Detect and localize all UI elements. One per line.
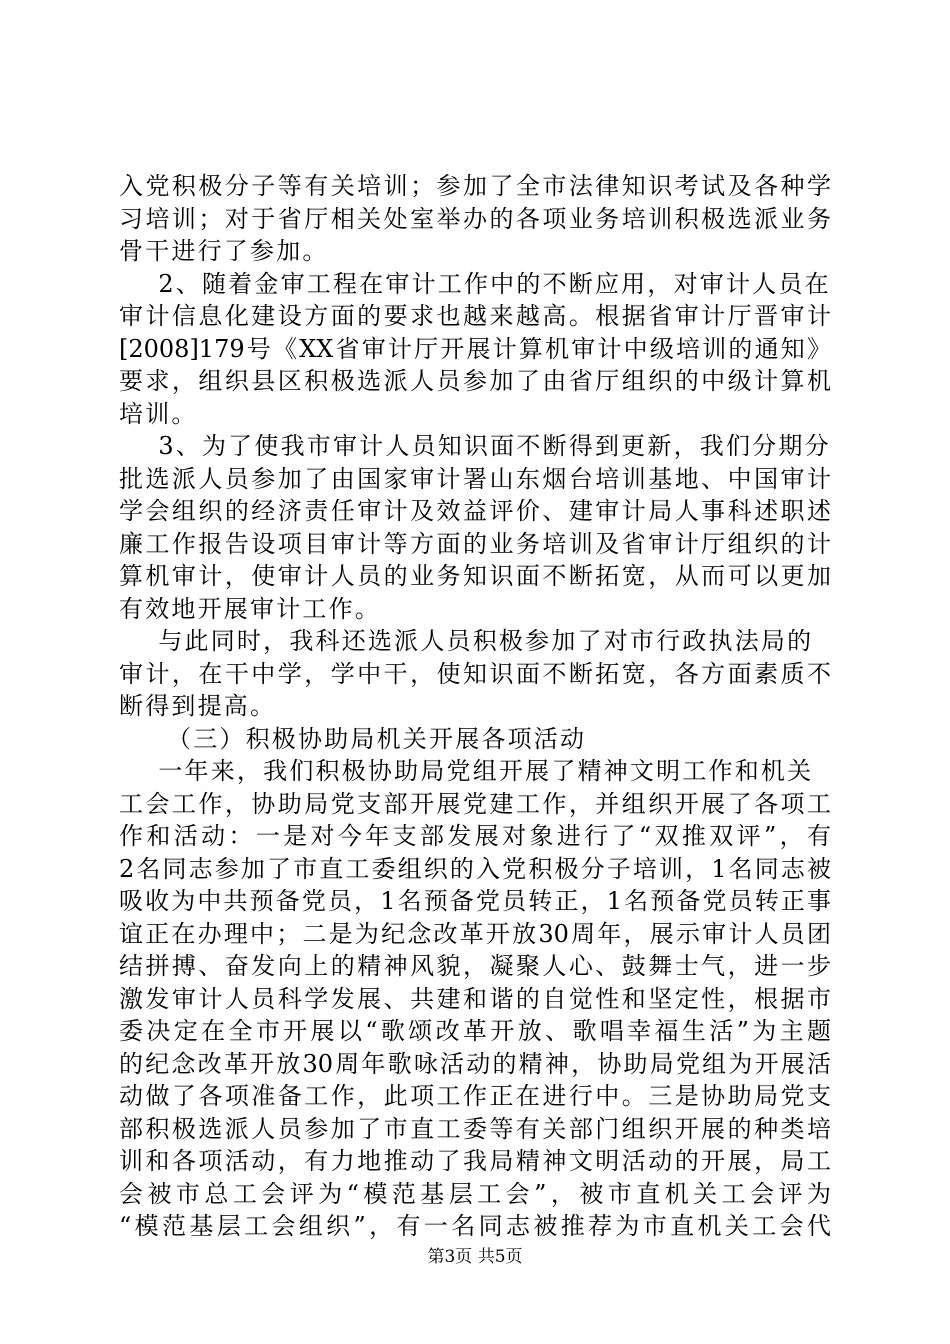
text-line: 2名同志参加了市直工委组织的入党积极分子培训，1名同志被 xyxy=(119,854,831,883)
text-line: 委决定在全市开展以“歌颂改革开放、歌唱幸福生活”为主题 xyxy=(119,1017,831,1045)
text-line: 廉工作报告设项目审计等方面的业务培训及省审计厅组织的计 xyxy=(119,529,831,558)
text-line: “模范基层工会组织”，有一名同志被推荐为市直机关工会代 xyxy=(119,1212,831,1240)
text-line: [2008]179号《XX省审计厅开展计算机审计中级培训的通知》 xyxy=(119,334,831,363)
page-footer: 第3页 共5页 xyxy=(427,1247,523,1267)
text-line: 有效地开展审计工作。 xyxy=(119,594,381,623)
text-line: 吸收为中共预备党员，1名预备党员转正，1名预备党员转正事 xyxy=(119,887,831,915)
text-line: 批选派人员参加了由国家审计署山东烟台培训基地、中国审计 xyxy=(119,464,831,493)
text-line: 部积极选派人员参加了市直工委等有关部门组织开展的种类培 xyxy=(119,1114,831,1143)
text-line: 骨干进行了参加。 xyxy=(119,237,329,265)
document-body xyxy=(119,170,831,1243)
section-heading: （三）积极协助局机关开展各项活动 xyxy=(167,724,587,753)
text-line: 谊正在办理中；二是为纪念改革开放30周年，展示审计人员团 xyxy=(119,919,831,948)
text-line: 算机审计，使审计人员的业务知识面不断拓宽，从而可以更加 xyxy=(119,562,831,590)
text-line: 一年来，我们积极协助局党组开展了精神文明工作和机关 xyxy=(119,757,814,785)
text-line: 训和各项活动，有力地推动了我局精神文明活动的开展，局工 xyxy=(119,1147,831,1175)
text-line: 的纪念改革开放30周年歌咏活动的精神，协助局党组为开展活 xyxy=(119,1049,831,1078)
text-line: 结拼搏、奋发向上的精神风貌，凝聚人心、鼓舞士气，进一步 xyxy=(119,952,831,980)
text-line: 会被市总工会评为“模范基层工会”，被市直机关工会评为 xyxy=(119,1179,831,1208)
text-line: 3、为了使我市审计人员知识面不断得到更新，我们分期分 xyxy=(119,432,831,460)
text-line: 激发审计人员科学发展、共建和谐的自觉性和坚定性，根据市 xyxy=(119,984,831,1013)
text-line: 培训。 xyxy=(119,399,198,428)
text-line: 入党积极分子等有关培训；参加了全市法律知识考试及各种学 xyxy=(119,172,831,200)
text-line: 与此同时，我科还选派人员积极参加了对市行政执法局的 xyxy=(119,627,814,655)
text-line: 要求，组织县区积极选派人员参加了由省厅组织的中级计算机 xyxy=(119,367,831,395)
text-line: 断得到提高。 xyxy=(119,692,277,720)
text-line: 审计，在干中学，学中干，使知识面不断拓宽，各方面素质不 xyxy=(119,659,831,688)
text-line: 作和活动：一是对今年支部发展对象进行了“双推双评”，有 xyxy=(119,822,831,850)
text-line: 工会工作，协助局党支部开展党建工作，并组织开展了各项工 xyxy=(119,789,831,818)
text-line: 学会组织的经济责任审计及效益评价、建审计局人事科述职述 xyxy=(119,497,831,525)
text-line: 动做了各项准备工作，此项工作正在进行中。三是协助局党支 xyxy=(119,1082,831,1110)
text-line: 2、随着金审工程在审计工作中的不断应用，对审计人员在 xyxy=(119,269,831,298)
text-line: 习培训；对于省厅相关处室举办的各项业务培训积极选派业务 xyxy=(119,204,831,233)
text-line: 审计信息化建设方面的要求也越来越高。根据省审计厅晋审计 xyxy=(119,302,831,330)
